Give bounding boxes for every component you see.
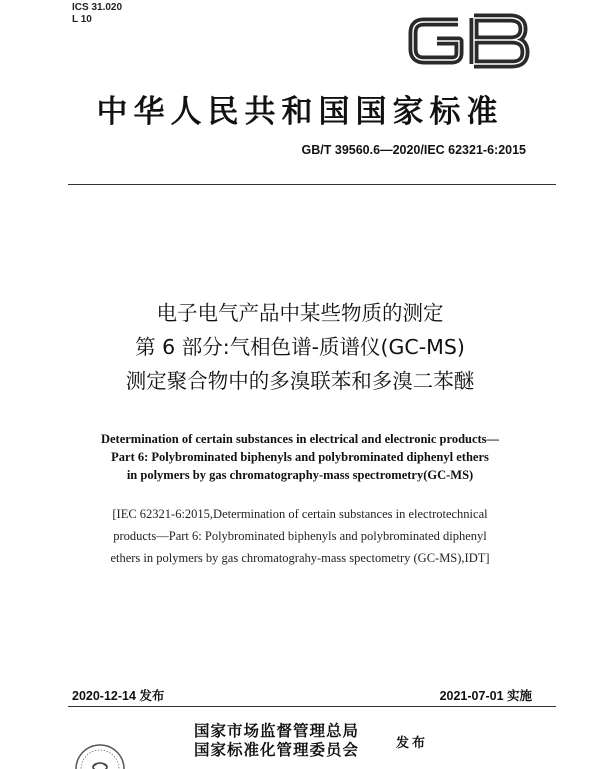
issuer-samr: 国家市场监督管理总局	[194, 721, 360, 740]
iec-reference-line-2: products—Part 6: Polybrominated biphenyls and polybrominated diphenyl	[113, 529, 487, 543]
english-title-line-2: Part 6: Polybrominated biphenyls and polybrominated diphenyl ethers	[111, 450, 489, 464]
classification-code: L 10	[72, 14, 92, 25]
english-title-line-3: in polymers by gas chromatography-mass spectrometry(GC-MS)	[126, 468, 474, 482]
header-divider	[68, 184, 556, 185]
issuer-sac: 国家标准化管理委员会	[194, 740, 360, 759]
implementation-date: 2021-07-01 实施	[439, 689, 532, 703]
english-title	[0, 430, 600, 484]
standard-number: GB/T 39560.6—2020/IEC 62321-6:2015	[301, 143, 526, 157]
issue-date: 2020-12-14 发布	[72, 689, 165, 703]
gb-logo-icon	[404, 10, 534, 72]
ics-code-block	[72, 2, 122, 26]
chinese-title-line-2: 第 6 部分:气相色谱-质谱仪(GC-MS)	[135, 335, 465, 359]
issuing-authorities	[194, 721, 359, 759]
iec-reference-line-1: [IEC 62321-6:2015,Determination of certain substances in electrotechnical	[112, 507, 488, 521]
iec-reference-line-3: ethers in polymers by gas chromatograhy-mass spectometry (GC-MS),IDT]	[110, 551, 490, 565]
chinese-title-line-1: 电子电气产品中某些物质的测定	[156, 301, 444, 325]
footer-divider	[68, 706, 556, 707]
iec-reference	[0, 503, 600, 569]
english-title-line-1: Determination of certain substances in electrical and electronic products—	[100, 432, 500, 446]
official-seal-icon	[72, 739, 128, 769]
chinese-title	[0, 296, 600, 398]
ics-code: ICS 31.020	[72, 2, 123, 13]
chinese-title-line-3: 测定聚合物中的多溴联苯和多溴二苯醚	[125, 369, 475, 393]
national-standard-heading: 中华人民共和国国家标准	[96, 94, 504, 130]
publish-label: 发布	[396, 736, 429, 751]
